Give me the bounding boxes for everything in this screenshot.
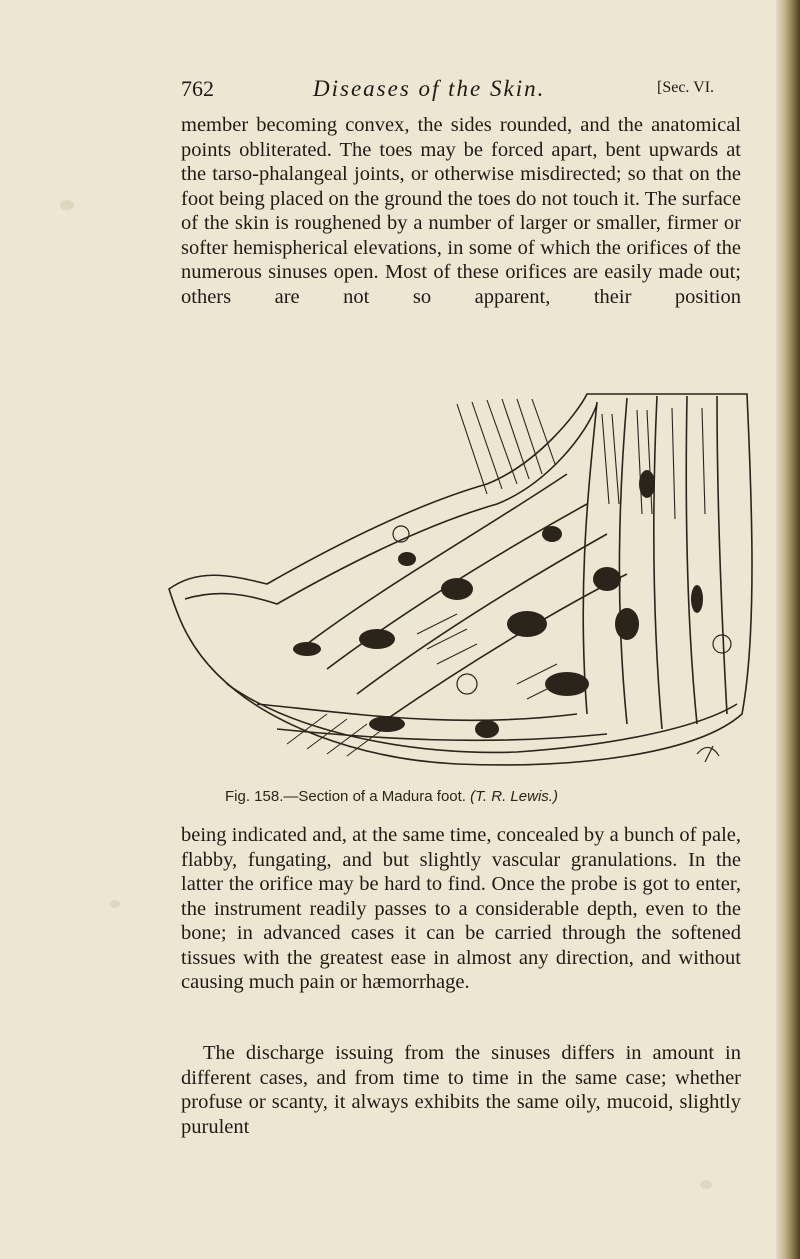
caption-credit: (T. R. Lewis.): [470, 788, 558, 805]
paper-speck: [110, 900, 120, 908]
running-title: Diseases of the Skin.: [313, 76, 546, 101]
running-head: [181, 76, 741, 106]
madura-foot-illustration: [157, 384, 757, 782]
binding-edge: [776, 0, 800, 1259]
paper-speck: [60, 200, 74, 210]
page-number: 762: [181, 76, 214, 101]
figure-caption: [225, 788, 745, 805]
paragraph-1: member becoming convex, the sides rounded, and the anatomical points obliterated. The toes may be forced apart, bent upwards at the tarso-phalangeal joints, or otherwise misdirected; so that on the foot being placed on the ground the toes do not touch it. The surface of the skin is roughened by a number of larger or smaller, firmer or softer hemispherical elevations, in some of which the orifices of the numerous sinuses open. Most of these orifices are easily made out; others are not so apparent, their position: [181, 114, 741, 308]
caption-text: Fig. 158.—Section of a Madura foot.: [225, 788, 466, 805]
paragraph-3: The discharge issuing from the sinuses differs in amount in different cases, and from time to time in the same case; whether profuse or scanty, it always exhibits the same oily, mucoid, slightly purulent: [181, 1042, 741, 1138]
section-marker: [Sec. VI.: [657, 79, 715, 96]
paper-speck: [700, 1180, 712, 1189]
paragraph-2: being indicated and, at the same time, concealed by a bunch of pale, flabby, fungating, and but slightly vascular granulations. In the latter the orifice may be hard to find. Once the probe is got to enter, the instrument readily passes to a considerable depth, even to the bone; in advanced cases it can be carried through the softened tissues with the greatest ease in almost any direction, and without causing much pain or hæmorrhage.: [181, 824, 741, 993]
